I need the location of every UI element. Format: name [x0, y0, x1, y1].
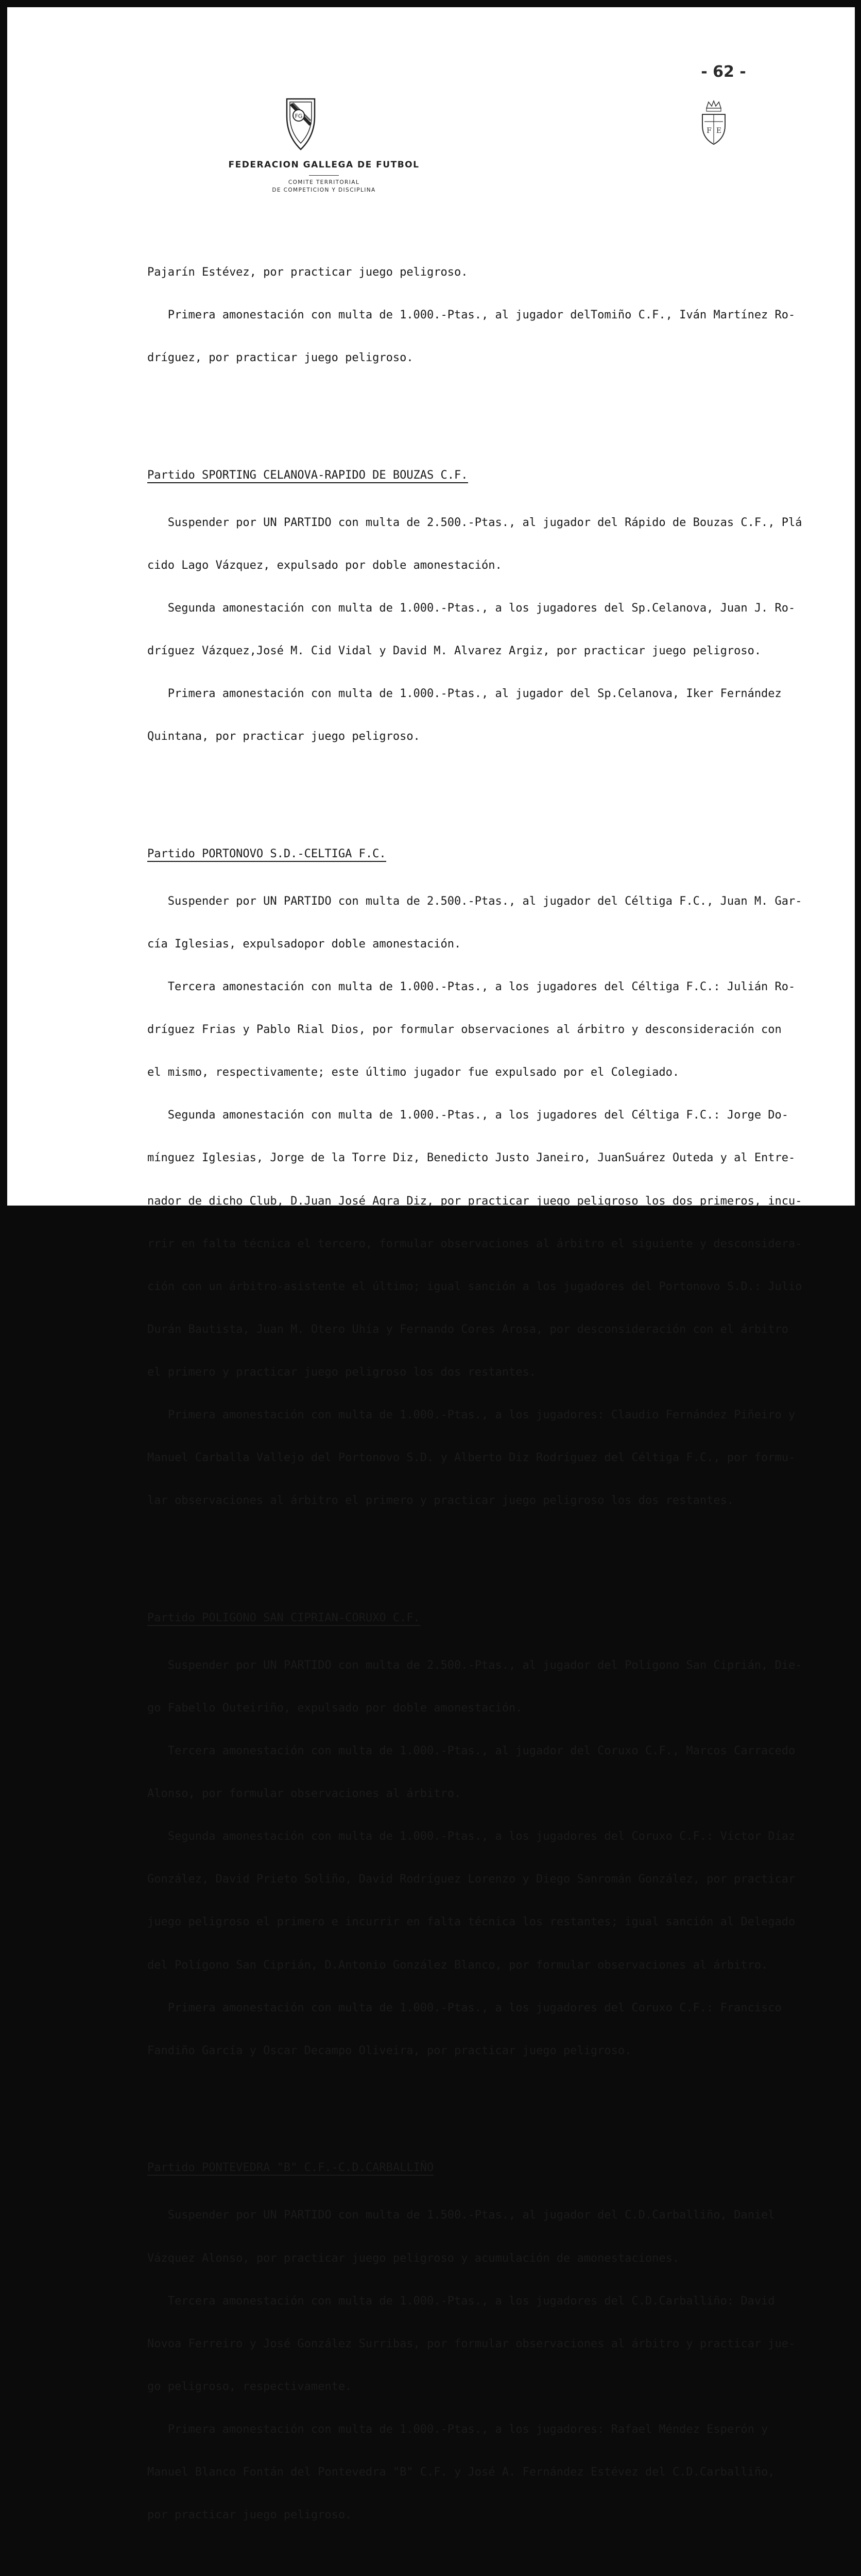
- match-heading: [147, 2161, 848, 2175]
- intro-paragraph: [147, 236, 848, 394]
- text-line: el mismo, respectivamente; este último jugador fue expulsado por el Colegiado.: [147, 1066, 680, 1079]
- match-heading-text: Partido POLIGONO SAN CIPRIAN-CORUXO C.F.: [147, 1612, 420, 1626]
- text-line: go peligroso, respectivamente.: [147, 2380, 352, 2393]
- match-heading-text: Partido PONTEVEDRA "B" C.F.-C.D.CARBALLIÑO: [147, 2161, 434, 2176]
- text-line: Pajarín Estévez, por practicar juego peligroso.: [147, 265, 468, 279]
- match-section: [147, 815, 848, 1536]
- text-line: Suspender por UN PARTIDO con multa de 2.500.-Ptas., al jugador del Rápido de Bouzas C.F., Plá: [147, 516, 802, 529]
- match-heading: [147, 847, 848, 861]
- text-line: Alonso, por formular observaciones al árbitro.: [147, 1787, 461, 1801]
- text-line: Tercera amonestación con multa de 1.000.-Ptas., a los jugadores del Céltiga F.C.: Julián Ro-: [147, 980, 796, 994]
- text-line: Segunda amonestación con multa de 1.000.-Ptas., a los jugadores del Sp.Celanova, Juan J. Ro-: [147, 601, 796, 615]
- match-heading-text: Partido PORTONOVO S.D.-CELTIGA F.C.: [147, 848, 386, 862]
- text-line: Segunda amonestación con multa de 1.000.-Ptas., a los jugadores del Coruxo C.F.: Víctor Díaz: [147, 1830, 796, 1843]
- text-line: dríguez Vázquez,José M. Cid Vidal y David M. Alvarez Argiz, por practicar juego peligroso.: [147, 644, 762, 657]
- committee-line-1: COMITE TERRITORIAL: [288, 179, 360, 185]
- text-line: Durán Bautista, Juan M. Otero Uhía y Fernando Cores Arosa, por desconsideración con el árbitro: [147, 1323, 789, 1336]
- letterhead-divider: [309, 175, 339, 176]
- text-line: Suspender por UN PARTIDO con multa de 1.500.-Ptas., al jugador del C.D.Carballiño, Daniel: [147, 2209, 775, 2222]
- text-line: nador de dicho Club, D.Juan José Agra Diz, por practicar juego peligroso los dos primeros, incu-: [147, 1194, 802, 1208]
- text-line: Segunda amonestación con multa de 1.000.-Ptas., a los jugadores del Céltiga F.C.: Jorge Do-: [147, 1109, 789, 1122]
- match-heading-text: Partido SPORTING CELANOVA-RAPIDO DE BOUZAS C.F.: [147, 469, 468, 483]
- text-line: Primera amonestación con multa de 1.000.-Ptas., a los jugadores: Rafael Méndez Esperón y: [147, 2422, 768, 2436]
- text-line: Quintana, por practicar juego peligroso.: [147, 730, 420, 743]
- text-line: Manuel Carballa Vallejo del Portonovo S.D. y Alberto Diz Rodríguez del Céltiga F.C., por formu-: [147, 1451, 796, 1465]
- text-line: del Polígono San Ciprián, D.Antonio González Blanco, por formular observaciones al árbitro.: [147, 1958, 768, 1972]
- text-line: por practicar juego peligroso.: [147, 2509, 352, 2522]
- text-line: cido Lago Vázquez, expulsado por doble amonestación.: [147, 558, 502, 572]
- text-line: rrir en falta técnica el tercero, formular observaciones al árbitro el siguiente y desconsidera-: [147, 1237, 802, 1250]
- crowned-emblem-crest-icon: [697, 99, 730, 146]
- text-line: Suspender por UN PARTIDO con multa de 2.500.-Ptas., al jugador del Polígono San Ciprián, Die-: [147, 1658, 802, 1672]
- text-line: Tercera amonestación con multa de 1.000.-Ptas., al jugador del Coruxo C.F., Marcos Carracedo: [147, 1744, 796, 1758]
- federation-name: FEDERACION GALLEGA DE FUTBOL: [228, 160, 420, 170]
- svg-text:F: F: [707, 127, 712, 135]
- text-line: González, David Prieto Soliño, David Rodríguez Lorenzo y Diego Sanromán González, por practicar: [147, 1873, 796, 1886]
- text-line: Manuel Blanco Fontán del Pontevedra "B" C.F. y José A. Fernández Estévez del C.D.Carballiño,: [147, 2466, 775, 2479]
- letterhead: [208, 160, 440, 194]
- text-line: el primero y practicar juego peligroso los dos restantes.: [147, 1365, 536, 1379]
- text-line: Primera amonestación con multa de 1.000.-Ptas., al jugador del Sp.Celanova, Iker Fernández: [147, 687, 782, 701]
- page-number: - 62 -: [701, 63, 746, 81]
- document-page: [7, 7, 855, 2522]
- committee-line-2: DE COMPETICION Y DISCIPLINA: [272, 187, 376, 193]
- match-section: [147, 2129, 848, 2551]
- svg-text:FG: FG: [295, 113, 303, 120]
- text-line: Primera amonestación con multa de 1.000.-Ptas., a los jugadores del Coruxo C.F.: Francisco: [147, 2001, 782, 2014]
- text-line: lar observaciones al árbitro el primero y practicar juego peligroso los dos restantes.: [147, 1494, 734, 1507]
- document-body: [147, 208, 848, 2576]
- text-line: Novoa Ferreiro y José González Surribas, por formular observaciones al árbitro y practicar jue-: [147, 2337, 796, 2350]
- text-line: dríguez, por practicar juego peligroso.: [147, 351, 414, 364]
- match-heading: [147, 1611, 848, 1625]
- match-section: [147, 1579, 848, 2086]
- text-line: mínguez Iglesias, Jorge de la Torre Diz, Benedicto Justo Janeiro, JuanSuárez Outeda y al Entre-: [147, 1151, 796, 1165]
- svg-text:E: E: [716, 127, 722, 135]
- text-line: Tercera amonestación con multa de 1.000.-Ptas., a los jugadores del C.D.Carballiño: David: [147, 2294, 775, 2308]
- text-line: ción con un árbitro-asistente el último; igual sanción a los jugadores del Portonovo S.D.: Julio: [147, 1280, 802, 1293]
- text-line: Primera amonestación con multa de 1.000.-Ptas., a los jugadores: Claudio Fernández Piñeiro y: [147, 1409, 796, 1421]
- text-line: Primera amonestación con multa de 1.000.-Ptas., al jugador delTomiño C.F., Iván Martínez Ro-: [147, 308, 796, 321]
- federation-shield-crest-icon: [283, 96, 319, 152]
- text-line: go Fabello Outeiriño, expulsado por doble amonestación.: [147, 1701, 523, 1715]
- text-line: Vázquez Alonso, por practicar juego peligroso y acumulación de amonestaciones.: [147, 2251, 680, 2265]
- text-line: Fandiño García y Oscar Decampo Oliveira, por practicar juego peligroso.: [147, 2044, 632, 2057]
- text-line: dríguez Frias y Pablo Rial Dios, por formular observaciones al árbitro y desconsideración con: [147, 1023, 782, 1037]
- text-line: Suspender por UN PARTIDO con multa de 2.500.-Ptas., al jugador del Céltiga F.C., Juan M. Gar-: [147, 894, 802, 908]
- text-line: juego peligroso el primero e incurrir en falta técnica los restantes; igual sanción al Delegado: [147, 1916, 796, 1929]
- text-line: cía Iglesias, expulsadopor doble amonestación.: [147, 937, 461, 951]
- match-heading: [147, 468, 848, 483]
- match-section: [147, 436, 848, 772]
